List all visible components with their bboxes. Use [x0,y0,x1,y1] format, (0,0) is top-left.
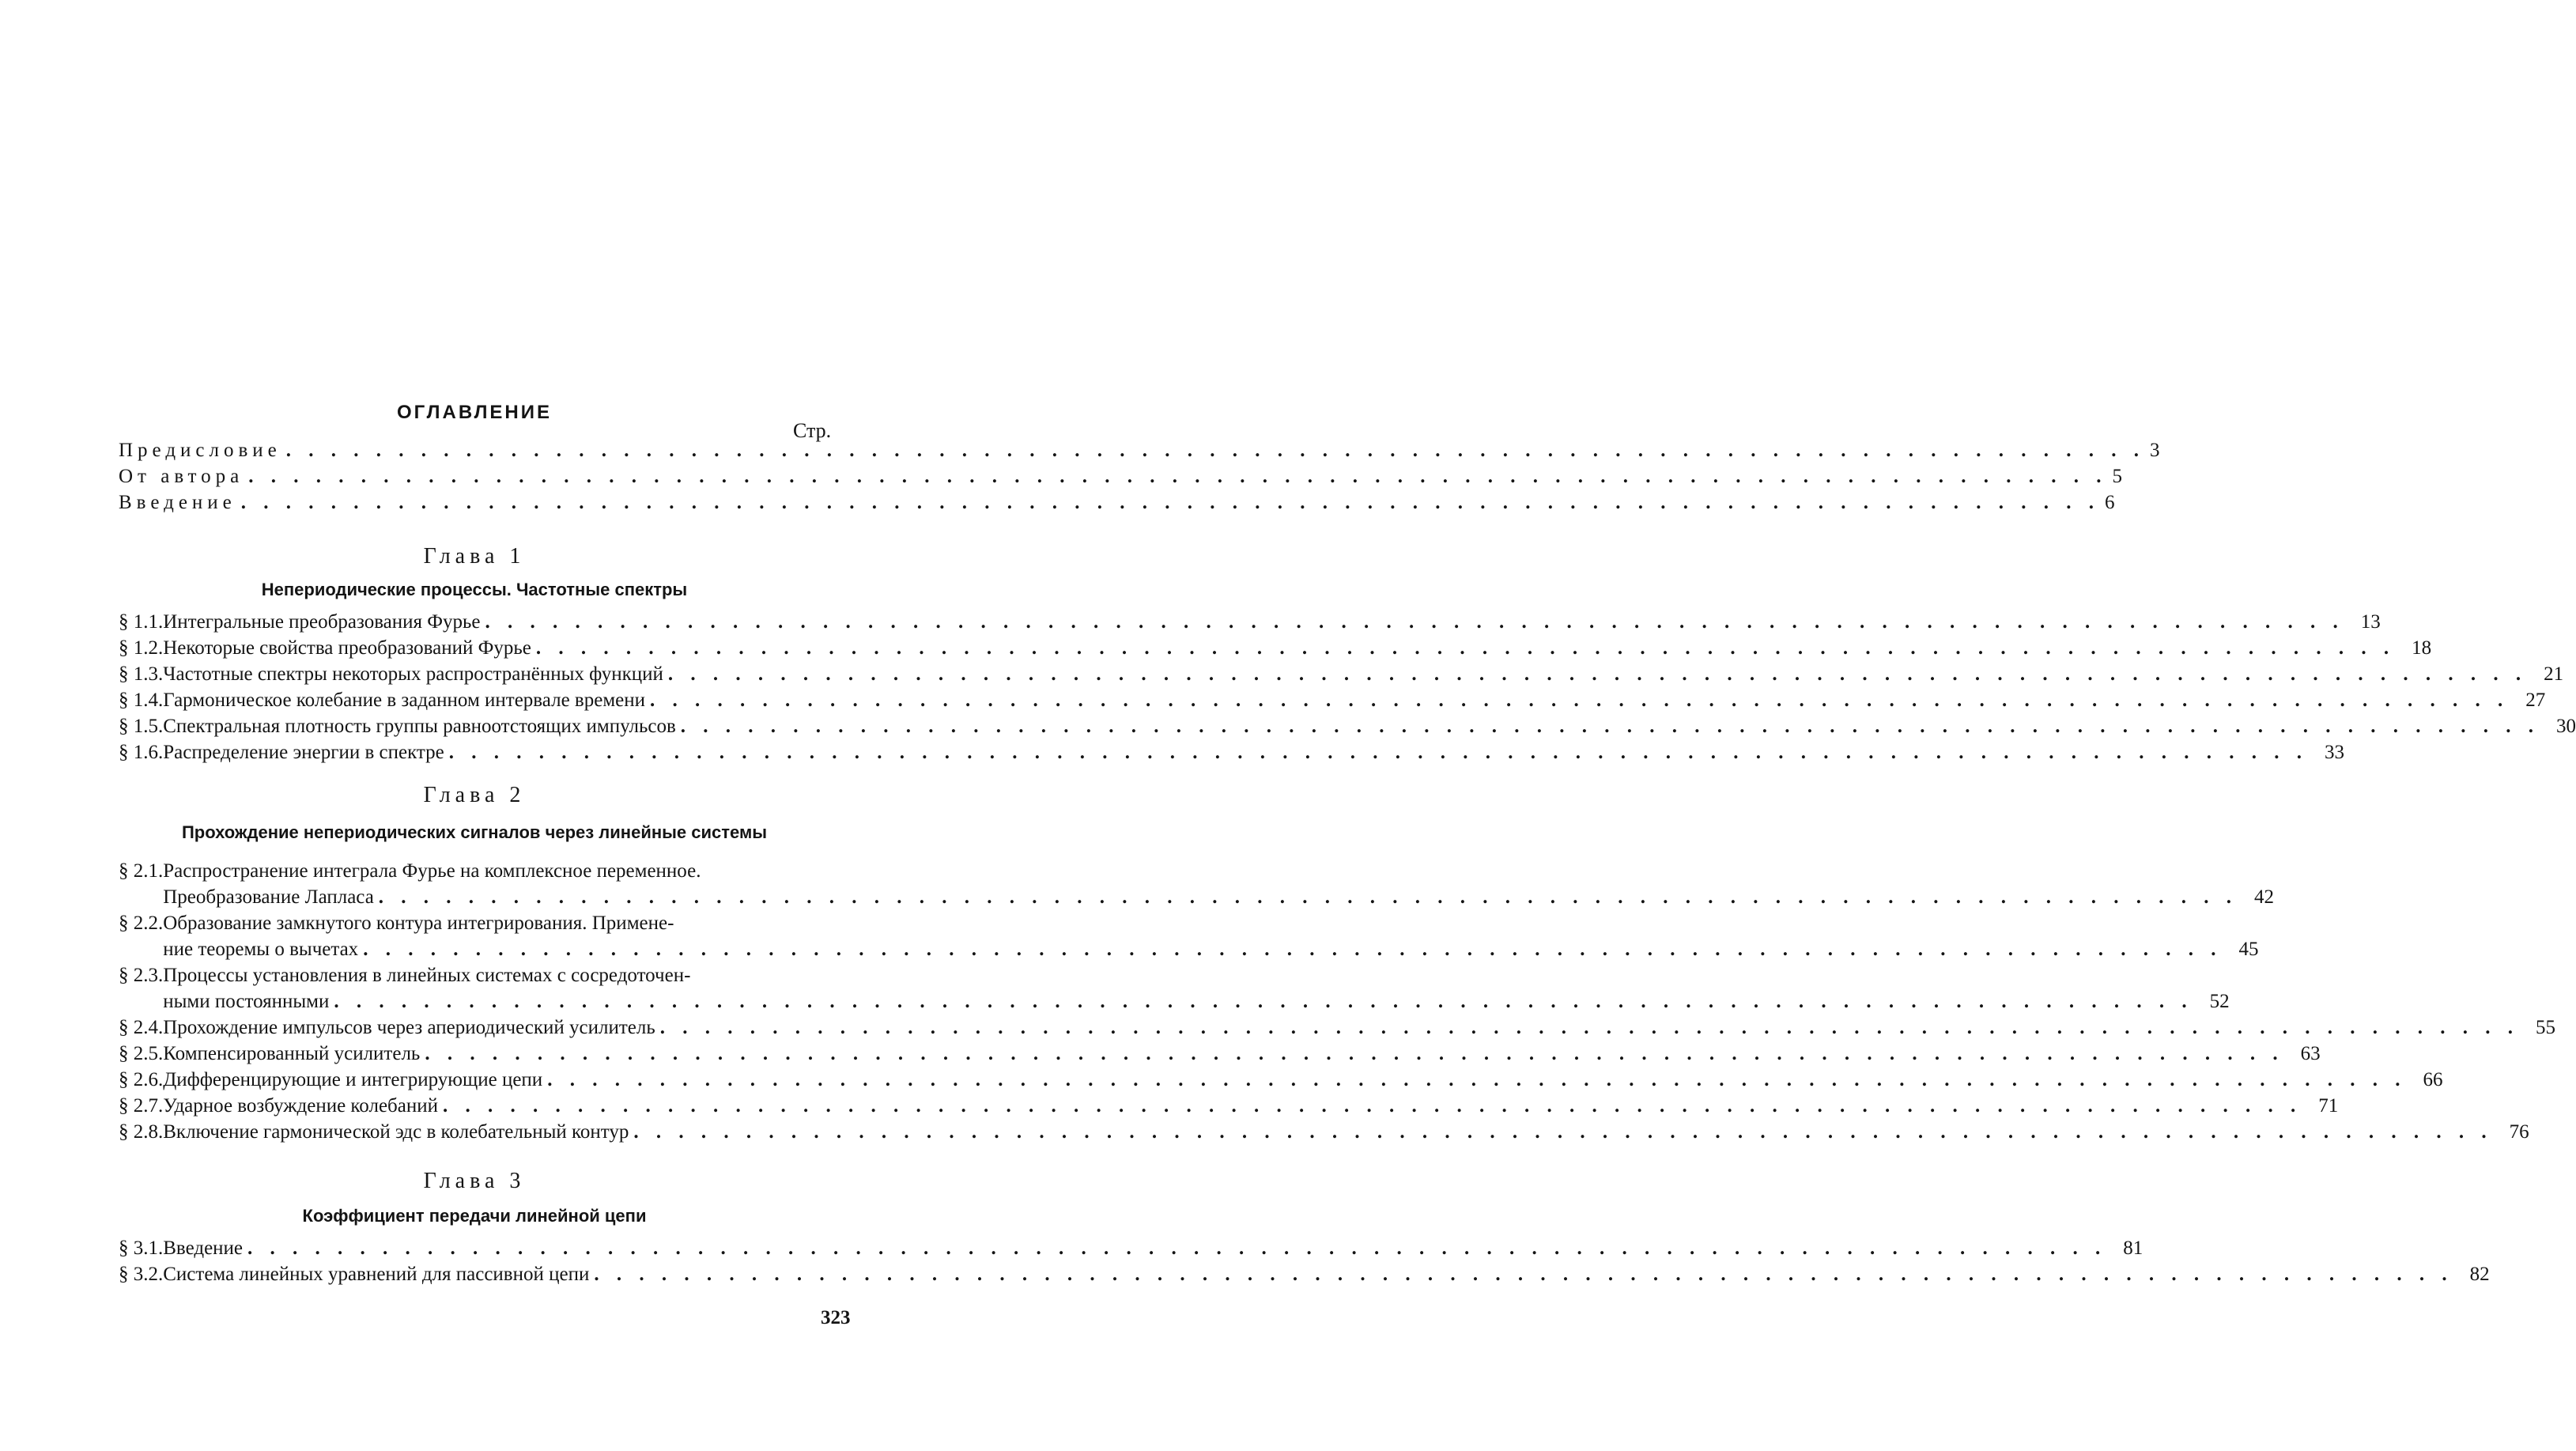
section-title: Распространение интеграла Фурье на комплексное переменное. [163,860,701,882]
section-page: 21 [2544,663,2564,685]
page-number: 323 [821,1307,851,1328]
dot-leader [650,687,2509,713]
section-entry [119,1261,2490,1287]
section-entry [119,609,2381,635]
section-page: 45 [2238,939,2259,960]
dot-leader [449,739,2308,765]
entry-label: От автора [119,466,244,487]
dot-leader [334,988,2193,1015]
section-entry [119,1093,2339,1119]
chapter-number: Глава 3 [423,1169,526,1193]
section-title: Система линейных уравнений для пассивной цепи [163,1264,590,1285]
section-title: Процессы установления в линейных системах с сосредоточен- [163,965,691,986]
front-matter-list [119,437,2160,516]
section-title: Образование замкнутого контура интегрирования. Примене- [163,913,674,934]
section-page: 81 [2123,1238,2144,1259]
toc-entry [119,489,2115,516]
section-number: § 1.1. [119,611,164,633]
dot-leader [247,1235,2106,1261]
section-number: § 2.2. [119,913,164,934]
section-number: § 2.3. [119,965,164,986]
section-page: 42 [2254,886,2275,908]
section-title: Ударное возбуждение колебаний [163,1095,439,1117]
section-entry [119,1119,2529,1145]
section-title: Прохождение импульсов через апериодический усилитель [163,1017,655,1038]
section-page: 63 [2300,1043,2321,1064]
entry-label: Предисловие [119,440,281,461]
entry-label: Введение [119,492,236,513]
dot-leader [633,1119,2492,1145]
section-title: ными постоянными [163,991,330,1012]
dot-leader [536,635,2395,661]
section-number: § 2.7. [119,1095,164,1117]
chapter-title: Непериодические процессы. Частотные спектры [261,580,688,599]
dot-leader [248,463,2107,489]
section-page: 55 [2536,1017,2556,1038]
chapter-title: Прохождение непериодических сигналов через линейные системы [181,822,768,842]
dot-leader [668,661,2527,687]
section-entry [119,910,2259,962]
section-page: 33 [2324,742,2344,763]
section-entry [119,1067,2443,1093]
section-page: 82 [2469,1264,2490,1285]
dot-leader [681,713,2540,739]
chapter-number: Глава 1 [423,544,526,569]
section-title: ние теоремы о вычетах [163,939,359,960]
section-list [119,858,2556,1145]
section-entry [119,1041,2321,1067]
chapter-number: Глава 2 [423,783,526,807]
dot-leader [547,1067,2406,1093]
section-title: Распределение энергии в спектре [163,742,444,763]
dot-leader [241,489,2100,516]
section-number: § 1.3. [119,663,164,685]
section-entry [119,687,2546,713]
section-entry [119,713,2576,739]
section-page: 18 [2412,637,2432,659]
section-title: Включение гармонической эдс в колебательный контур [163,1121,629,1143]
section-title: Некоторые свойства преобразований Фурье [163,637,531,659]
section-title: Введение [163,1238,244,1259]
section-page: 71 [2318,1095,2339,1117]
section-title: Гармоническое колебание в заданном интервале времени [163,690,645,711]
dot-leader [485,609,2344,635]
section-page: 13 [2360,611,2381,633]
chapter-title: Коэффициент передачи линейной цепи [302,1206,647,1226]
dot-leader [363,936,2222,962]
section-title: Компенсированный усилитель [163,1043,421,1064]
entry-page: 5 [2112,466,2122,487]
section-page: 30 [2556,716,2576,737]
entry-page: 3 [2150,440,2160,461]
dot-leader [425,1041,2283,1067]
section-number: § 1.4. [119,690,164,711]
section-entry [119,858,2275,910]
section-number: § 3.1. [119,1238,164,1259]
section-number: § 1.2. [119,637,164,659]
entry-page: 6 [2105,492,2115,513]
toc-title: ОГЛАВЛЕНИЕ [396,402,553,423]
section-number: § 2.5. [119,1043,164,1064]
section-entry [119,1015,2556,1041]
section-page: 52 [2209,991,2230,1012]
section-title: Интегральные преобразования Фурье [163,611,481,633]
section-entry [119,962,2230,1015]
section-page: 66 [2423,1069,2443,1090]
section-entry [119,739,2344,765]
section-title: Дифференцирующие и интегрирующие цепи [163,1069,543,1090]
section-number: § 2.6. [119,1069,164,1090]
section-entry [119,661,2564,687]
section-number: § 2.4. [119,1017,164,1038]
dot-leader [594,1261,2453,1287]
section-entry [119,635,2432,661]
section-page: 27 [2525,690,2546,711]
dot-leader [286,437,2145,463]
toc-entry [119,437,2160,463]
page-column-header: Стр. [793,419,832,442]
dot-leader [443,1093,2302,1119]
section-number: § 1.6. [119,742,164,763]
section-number: § 2.1. [119,860,164,882]
section-title: Преобразование Лапласа [163,886,374,908]
section-list [119,609,2576,765]
dot-leader [379,884,2238,910]
section-number: § 3.2. [119,1264,164,1285]
section-list [119,1235,2490,1287]
section-title: Спектральная плотность группы равноотстоящих импульсов [163,716,676,737]
dot-leader [660,1015,2519,1041]
section-number: § 2.8. [119,1121,164,1143]
section-page: 76 [2509,1121,2529,1143]
section-number: § 1.5. [119,716,164,737]
section-entry [119,1235,2144,1261]
toc-entry [119,463,2122,489]
section-title: Частотные спектры некоторых распространённых функций [163,663,663,685]
